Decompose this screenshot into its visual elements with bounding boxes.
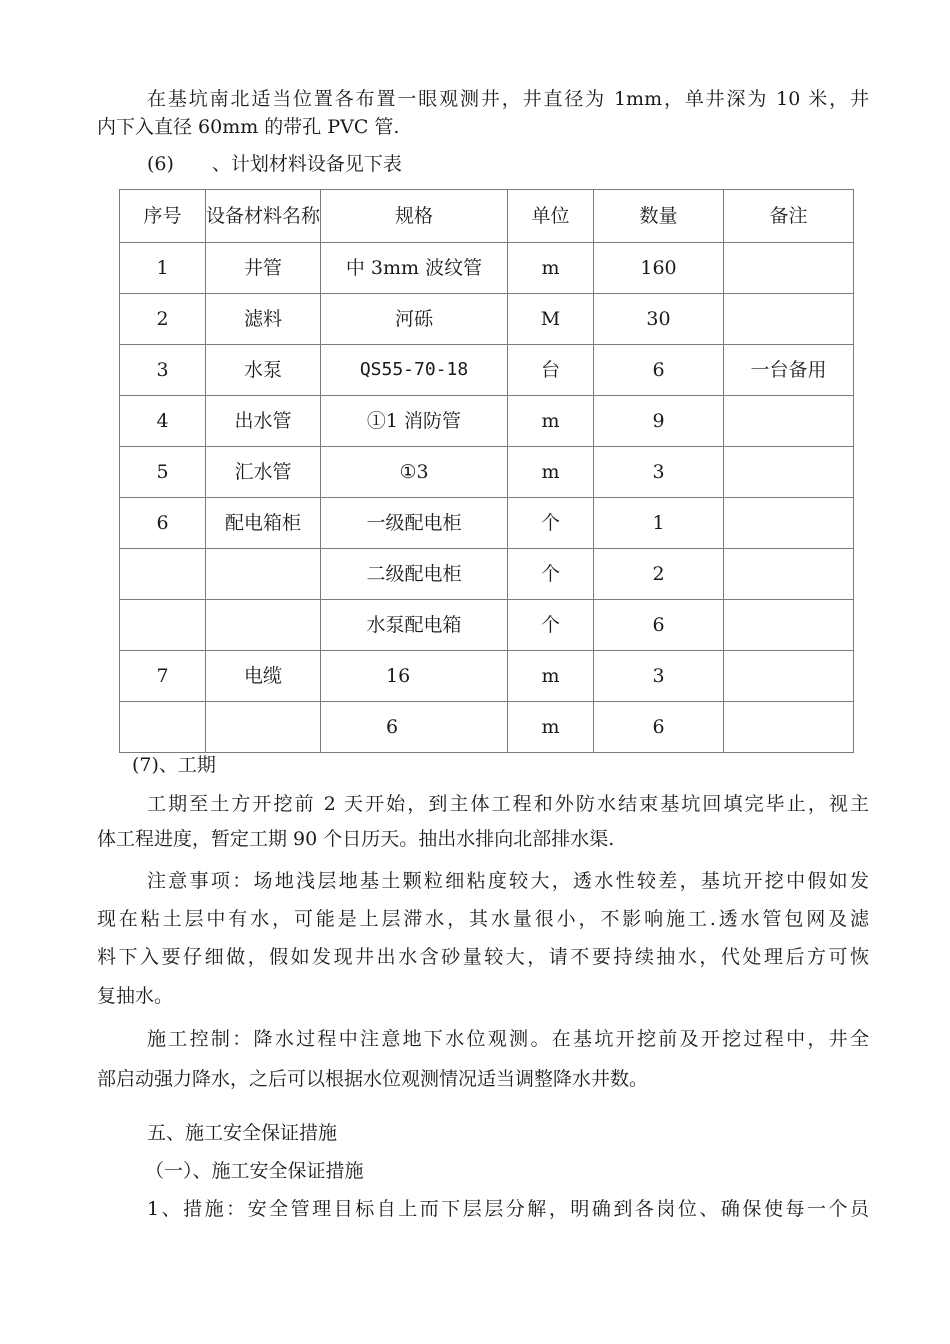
equipment-table — [119, 189, 854, 753]
table-cell: 电缆 — [206, 651, 321, 702]
table-cell: m — [508, 396, 594, 447]
table-cell: 配电箱柜 — [206, 498, 321, 549]
table-cell: 二级配电柜 — [321, 549, 508, 600]
table-row — [120, 651, 854, 702]
subsection-1-title: （一）、施工安全保证措施 — [145, 1160, 364, 1182]
notes-line-4: 复抽水。 — [97, 985, 174, 1007]
table-cell: 4 — [120, 396, 206, 447]
table-cell: 7 — [120, 651, 206, 702]
table-cell: 一级配电柜 — [321, 498, 508, 549]
table-cell: 6 — [594, 345, 724, 396]
table-cell — [724, 549, 854, 600]
table-cell: 9 — [594, 396, 724, 447]
table-cell: 6 — [120, 498, 206, 549]
table-cell — [724, 651, 854, 702]
table-cell: 16 — [321, 651, 508, 702]
table-cell: 6 — [321, 702, 508, 753]
table-cell — [120, 702, 206, 753]
table-row — [120, 396, 854, 447]
table-row — [120, 345, 854, 396]
table-cell: 5 — [120, 447, 206, 498]
section-6-title: (6) 、计划材料设备见下表 — [147, 153, 402, 175]
table-cell: 3 — [594, 651, 724, 702]
table-row — [120, 294, 854, 345]
table-row — [120, 498, 854, 549]
table-cell: m — [508, 447, 594, 498]
header-cell: 规格 — [321, 190, 508, 243]
table-cell: m — [508, 651, 594, 702]
schedule-line-1: 工期至土方开挖前 2 天开始，到主体工程和外防水结束基坑回填完毕止，视主 — [147, 793, 869, 815]
table-cell: 30 — [594, 294, 724, 345]
notes-line-3: 料下入要仔细做，假如发现井出水含砂量较大，请不要持续抽水，代处理后方可恢 — [97, 946, 869, 968]
table-cell: QS55-70-18 — [321, 345, 508, 396]
header-cell: 设备材料名称 — [206, 190, 321, 243]
table-header-row — [120, 190, 854, 243]
table-cell — [724, 396, 854, 447]
table-cell: 水泵配电箱 — [321, 600, 508, 651]
table-cell: 个 — [508, 549, 594, 600]
header-cell: 序号 — [120, 190, 206, 243]
table-cell: 水泵 — [206, 345, 321, 396]
table-cell: 中 3mm 波纹管 — [321, 243, 508, 294]
table-cell: 个 — [508, 600, 594, 651]
chapter-5-title: 五、施工安全保证措施 — [147, 1122, 338, 1144]
table-cell: 井管 — [206, 243, 321, 294]
table-cell: 160 — [594, 243, 724, 294]
table-cell: m — [508, 243, 594, 294]
schedule-line-2: 体工程进度，暂定工期 90 个日历天。抽出水排向北部排水渠. — [97, 828, 615, 850]
table-cell — [206, 549, 321, 600]
table-row — [120, 600, 854, 651]
table-cell: 滤料 — [206, 294, 321, 345]
table-cell: M — [508, 294, 594, 345]
table-cell: 2 — [594, 549, 724, 600]
table-cell: 3 — [120, 345, 206, 396]
table-cell — [724, 294, 854, 345]
control-line-1: 施工控制：降水过程中注意地下水位观测。在基坑开挖前及开挖过程中，井全 — [147, 1028, 869, 1050]
table-row — [120, 549, 854, 600]
table-cell: 3 — [594, 447, 724, 498]
table-cell: ①3 — [321, 447, 508, 498]
table-row — [120, 702, 854, 753]
table-cell — [724, 702, 854, 753]
notes-line-2: 现在粘土层中有水，可能是上层滞水，其水量很小，不影响施工.透水管包网及滤 — [97, 908, 869, 930]
table-cell — [724, 600, 854, 651]
table-row — [120, 243, 854, 294]
table-cell — [120, 600, 206, 651]
table-cell: 1 — [594, 498, 724, 549]
table-cell — [206, 600, 321, 651]
header-cell: 单位 — [508, 190, 594, 243]
section-7-title: (7)、工期 — [132, 754, 216, 776]
table-cell: 汇水管 — [206, 447, 321, 498]
table-cell — [724, 498, 854, 549]
table-cell: 个 — [508, 498, 594, 549]
table-cell — [724, 243, 854, 294]
notes-line-1: 注意事项：场地浅层地基土颗粒细粘度较大，透水性较差，基坑开挖中假如发 — [147, 870, 869, 892]
table-cell: 河砾 — [321, 294, 508, 345]
table-cell: 6 — [594, 702, 724, 753]
table-cell — [724, 447, 854, 498]
table-row — [120, 447, 854, 498]
table-cell — [206, 702, 321, 753]
table-cell: 1 — [120, 243, 206, 294]
table-cell: 出水管 — [206, 396, 321, 447]
table-cell — [120, 549, 206, 600]
table-cell: 6 — [594, 600, 724, 651]
table-cell: 一台备用 — [724, 345, 854, 396]
intro-line-1: 在基坑南北适当位置各布置一眼观测井，井直径为 1mm，单井深为 10 米，井 — [147, 88, 869, 110]
table-cell: m — [508, 702, 594, 753]
intro-line-2: 内下入直径 60mm 的带孔 PVC 管. — [97, 116, 400, 138]
measures-line-1: 1、措施：安全管理目标自上而下层层分解，明确到各岗位、确保使每一个员 — [147, 1198, 869, 1220]
header-cell: 数量 — [594, 190, 724, 243]
table-cell: 台 — [508, 345, 594, 396]
table-cell: 2 — [120, 294, 206, 345]
header-cell: 备注 — [724, 190, 854, 243]
table-cell: ①1 消防管 — [321, 396, 508, 447]
control-line-2: 部启动强力降水，之后可以根据水位观测情况适当调整降水井数。 — [97, 1068, 649, 1090]
